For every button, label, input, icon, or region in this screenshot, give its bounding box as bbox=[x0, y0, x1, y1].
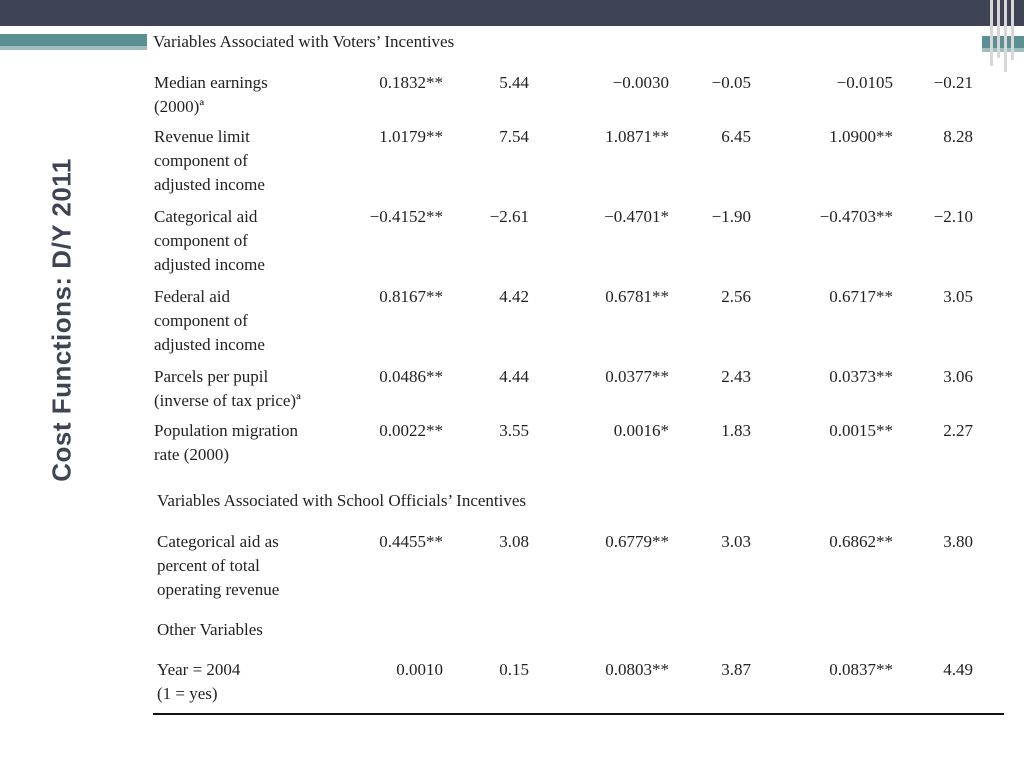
coef-cell: 0.0022** bbox=[379, 421, 443, 440]
tstat-cell: 3.05 bbox=[943, 287, 973, 306]
coef-cell: 1.0871** bbox=[605, 127, 669, 146]
coef-cell: 0.4455** bbox=[379, 532, 443, 551]
tstat-cell: 7.54 bbox=[499, 127, 529, 146]
slide-title: Cost Functions: D/Y 2011 bbox=[46, 158, 77, 482]
tstat-cell: 2.56 bbox=[721, 287, 751, 306]
tstat-cell: 3.87 bbox=[721, 660, 751, 679]
tstat-cell: 4.44 bbox=[499, 367, 529, 386]
tstat-cell: −1.90 bbox=[711, 207, 751, 226]
tstat-cell: 0.15 bbox=[499, 660, 529, 679]
coef-cell: 0.6781** bbox=[605, 287, 669, 306]
coef-cell: 1.0900** bbox=[829, 127, 893, 146]
table-bottom-rule bbox=[153, 713, 1004, 715]
accent-bar-right bbox=[982, 36, 1024, 48]
coef-cell: −0.0030 bbox=[612, 73, 669, 92]
coef-cell: −0.4152** bbox=[369, 207, 443, 226]
coef-cell: 0.0015** bbox=[829, 421, 893, 440]
row-label: Population migration rate (2000) bbox=[154, 421, 299, 464]
tstat-cell: 8.28 bbox=[943, 127, 973, 146]
coef-cell: 0.0486** bbox=[379, 367, 443, 386]
coef-cell: −0.0105 bbox=[836, 73, 893, 92]
coef-cell: 0.8167** bbox=[379, 287, 443, 306]
accent-bar-left bbox=[0, 34, 148, 46]
row-label: Year = 2004 (1 = yes) bbox=[157, 660, 241, 703]
top-bar bbox=[0, 0, 1024, 26]
decor-line bbox=[1011, 0, 1014, 60]
row-label: Parcels per pupil (inverse of tax price)ª bbox=[154, 367, 301, 410]
row-label: Revenue limit component of adjusted income bbox=[154, 127, 265, 194]
coef-cell: 0.0377** bbox=[605, 367, 669, 386]
decor-line bbox=[1004, 0, 1007, 72]
accent-bar-right-light bbox=[982, 48, 1024, 52]
row-label: Median earnings (2000)ª bbox=[154, 73, 268, 116]
tstat-cell: 3.55 bbox=[499, 421, 529, 440]
coef-cell: 0.6779** bbox=[605, 532, 669, 551]
decor-line bbox=[990, 0, 993, 66]
tstat-cell: 2.27 bbox=[943, 421, 973, 440]
tstat-cell: −2.10 bbox=[933, 207, 973, 226]
coef-cell: −0.4703** bbox=[819, 207, 893, 226]
decor-line bbox=[997, 0, 1000, 58]
regression-table bbox=[147, 26, 982, 716]
coef-cell: 0.0010 bbox=[396, 660, 443, 679]
row-label: Federal aid component of adjusted income bbox=[154, 287, 265, 354]
coef-cell: 1.0179** bbox=[379, 127, 443, 146]
tstat-cell: −2.61 bbox=[489, 207, 529, 226]
tstat-cell: 4.42 bbox=[499, 287, 529, 306]
tstat-cell: 3.80 bbox=[943, 532, 973, 551]
row-label: Categorical aid component of adjusted income bbox=[154, 207, 265, 274]
section-heading: Variables Associated with Voters’ Incentives bbox=[153, 32, 455, 51]
section-heading: Other Variables bbox=[157, 620, 263, 639]
row-label: Categorical aid as percent of total operating revenue bbox=[157, 532, 280, 599]
coef-cell: 0.6862** bbox=[829, 532, 893, 551]
tstat-cell: 2.43 bbox=[721, 367, 751, 386]
section-heading: Variables Associated with School Officials’ Incentives bbox=[157, 491, 527, 510]
tstat-cell: 1.83 bbox=[721, 421, 751, 440]
tstat-cell: −0.05 bbox=[711, 73, 751, 92]
coef-cell: 0.0803** bbox=[605, 660, 669, 679]
tstat-cell: 5.44 bbox=[499, 73, 529, 92]
tstat-cell: 6.45 bbox=[721, 127, 751, 146]
accent-bar-left-light bbox=[0, 46, 148, 50]
coef-cell: −0.4701* bbox=[604, 207, 669, 226]
tstat-cell: 3.03 bbox=[721, 532, 751, 551]
coef-cell: 0.0373** bbox=[829, 367, 893, 386]
tstat-cell: 4.49 bbox=[943, 660, 973, 679]
tstat-cell: −0.21 bbox=[933, 73, 973, 92]
tstat-cell: 3.08 bbox=[499, 532, 529, 551]
coef-cell: 0.6717** bbox=[829, 287, 893, 306]
tstat-cell: 3.06 bbox=[943, 367, 973, 386]
coef-cell: 0.0016* bbox=[613, 421, 669, 440]
coef-cell: 0.0837** bbox=[829, 660, 893, 679]
coef-cell: 0.1832** bbox=[379, 73, 443, 92]
